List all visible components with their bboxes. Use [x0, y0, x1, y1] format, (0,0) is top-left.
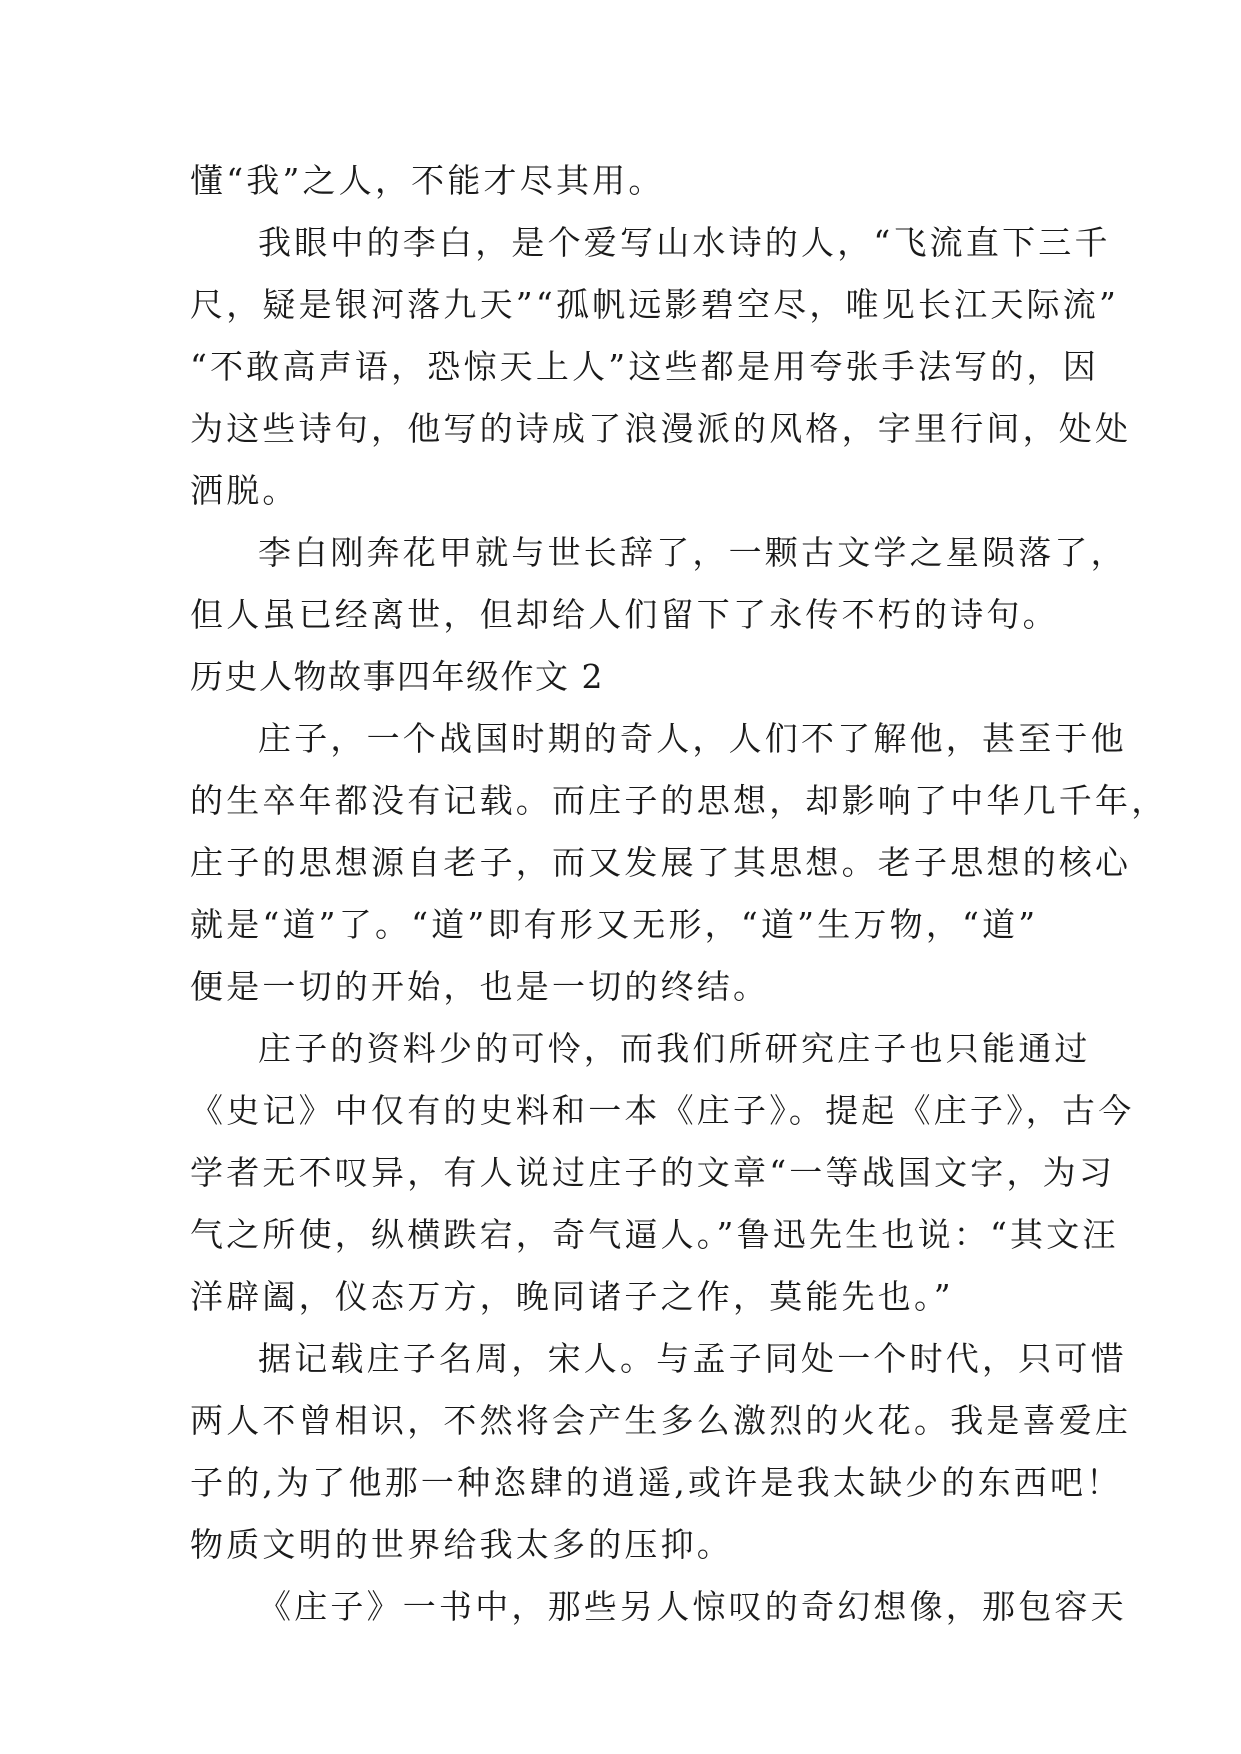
- text-line: 就是“道”了。“道”即有形又无形，“道”生万物，“道”: [190, 905, 1039, 944]
- text-line: 洋辟阖，仪态万方，晚同诸子之作，莫能先也。”: [190, 1277, 954, 1316]
- text-line: 懂“我”之人，不能才尽其用。: [190, 161, 665, 200]
- paragraph-start-line: 《庄子》一书中，那些另人惊叹的奇幻想像，那包容天: [258, 1587, 1127, 1626]
- paragraph-start-line: 庄子的资料少的可怜，而我们所研究庄子也只能通过: [258, 1029, 1091, 1068]
- text-line: 《史记》中仅有的史料和一本《庄子》。提起《庄子》，古今: [190, 1091, 1135, 1130]
- text-line: 两人不曾相识，不然将会产生多么激烈的火花。我是喜爱庄: [190, 1401, 1132, 1440]
- text-line: 庄子的思想源自老子，而又发展了其思想。老子思想的核心: [190, 843, 1132, 882]
- document-page: [190, 150, 1168, 1638]
- paragraph-start-line: 李白刚奔花甲就与世长辞了，一颗古文学之星陨落了，: [258, 533, 1127, 572]
- paragraph-start-line: 据记载庄子名周，宋人。与孟子同处一个时代，只可惜: [258, 1339, 1127, 1378]
- text-line: 的生卒年都没有记载。而庄子的思想，却影响了中华几千年，: [190, 781, 1168, 820]
- paragraph-start-line: 庄子，一个战国时期的奇人，人们不了解他，甚至于他: [258, 719, 1127, 758]
- text-line: 为这些诗句，他写的诗成了浪漫派的风格，字里行间，处处: [190, 409, 1132, 448]
- text-line: 子的,为了他那一种恣肆的逍遥,或许是我太缺少的东西吧！: [190, 1463, 1123, 1502]
- paragraph-start-line: 我眼中的李白，是个爱写山水诗的人，“飞流直下三千: [258, 223, 1111, 262]
- text-line: 但人虽已经离世，但却给人们留下了永传不朽的诗句。: [190, 595, 1059, 634]
- text-line: “不敢高声语，恐惊天上人”这些都是用夸张手法写的，因: [190, 347, 1099, 386]
- text-line: 物质文明的世界给我太多的压抑。: [190, 1525, 733, 1564]
- text-line: 便是一切的开始，也是一切的终结。: [190, 967, 770, 1006]
- text-line: 气之所使，纵横跌宕，奇气逼人。”鲁迅先生也说：“其文汪: [190, 1215, 1119, 1254]
- text-line: 学者无不叹异，有人说过庄子的文章“一等战国文字，为习: [190, 1153, 1116, 1192]
- section-heading: 历史人物故事四年级作文 2: [190, 657, 604, 696]
- text-line: 尺，疑是银河落九天”“孤帆远影碧空尽，唯见长江天际流”: [190, 285, 1120, 324]
- text-line: 洒脱。: [190, 471, 299, 510]
